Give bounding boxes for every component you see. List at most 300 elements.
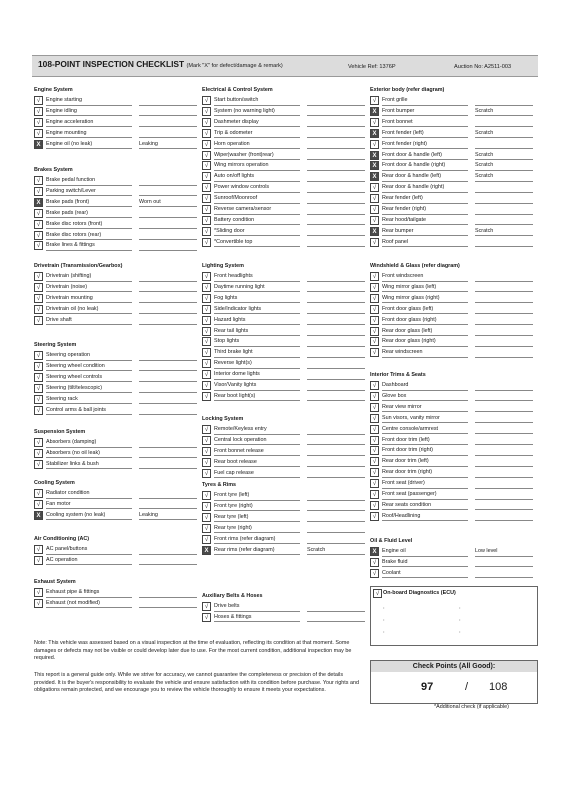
check-box[interactable]: √	[202, 316, 211, 325]
item-label: Exhaust pipe & fittings	[46, 589, 132, 598]
item-label: Hazard lights	[214, 317, 300, 326]
item-label: Visor/Vanity lights	[214, 382, 300, 391]
item-label: Cooling system (no leak)	[46, 512, 132, 521]
checklist-row	[202, 283, 370, 294]
checklist-row	[202, 272, 370, 283]
check-box[interactable]: X	[370, 227, 379, 236]
item-label: Rear rims (refer diagram)	[214, 547, 300, 556]
check-box[interactable]: √	[370, 238, 379, 247]
item-remark	[475, 328, 533, 337]
item-remark: Scratch	[475, 130, 533, 139]
item-label: Dashmeter display	[214, 119, 300, 128]
check-box[interactable]: √	[202, 513, 211, 522]
item-remark	[475, 559, 533, 568]
item-label: Brake lines & fittings	[46, 242, 132, 251]
checklist-row	[202, 602, 370, 613]
check-box[interactable]: √	[34, 588, 43, 597]
checklist-row	[370, 183, 538, 194]
item-remark	[475, 184, 533, 193]
item-label: Brake fluid	[382, 559, 468, 568]
item-remark	[475, 317, 533, 326]
checklist-row	[34, 545, 202, 556]
check-box[interactable]: √	[34, 500, 43, 509]
checklist-row	[370, 151, 538, 162]
check-box[interactable]: √	[34, 209, 43, 218]
check-box[interactable]: √	[370, 316, 379, 325]
check-box[interactable]: √	[34, 231, 43, 240]
check-box[interactable]: √	[202, 140, 211, 149]
check-box[interactable]: √	[202, 129, 211, 138]
item-remark: Scratch	[307, 547, 365, 556]
check-box[interactable]: √	[202, 436, 211, 445]
checklist-row	[202, 183, 370, 194]
item-remark	[475, 570, 533, 579]
check-box[interactable]: √	[202, 491, 211, 500]
item-remark	[139, 232, 197, 241]
checklist-row	[202, 491, 370, 502]
item-remark	[475, 491, 533, 500]
check-box[interactable]: √	[202, 216, 211, 225]
checklist-row	[370, 107, 538, 118]
checklist-row	[370, 501, 538, 512]
item-label: Drivetrain (noise)	[46, 284, 132, 293]
checklist-row	[202, 381, 370, 392]
item-remark	[307, 514, 365, 523]
check-box[interactable]: √	[202, 348, 211, 357]
check-box[interactable]: √	[370, 558, 379, 567]
section-title: Locking System	[202, 416, 244, 422]
item-remark	[139, 352, 197, 361]
check-box[interactable]: √	[370, 569, 379, 578]
item-label: Engine oil (no leak)	[46, 141, 132, 150]
item-label: Brake disc rotors (rear)	[46, 232, 132, 241]
header-bar	[32, 55, 538, 77]
check-box[interactable]: √	[34, 545, 43, 554]
item-label: Stabilizer links & bush	[46, 461, 132, 470]
item-label: Side/Indicator lights	[214, 306, 300, 315]
item-label: Steering wheel condition	[46, 363, 132, 372]
checklist-row	[370, 436, 538, 447]
check-box[interactable]: √	[202, 272, 211, 281]
check-box[interactable]: √	[202, 469, 211, 478]
check-box[interactable]: X	[370, 161, 379, 170]
item-remark	[307, 141, 365, 150]
section-title: Oil & Fluid Level	[370, 538, 413, 544]
check-box[interactable]: √	[202, 381, 211, 390]
item-label: AC panel/buttons	[46, 546, 132, 555]
item-remark	[139, 600, 197, 609]
item-label: Start button/switch	[214, 97, 300, 106]
check-box[interactable]: √	[370, 512, 379, 521]
item-remark	[307, 459, 365, 468]
check-box[interactable]: √	[370, 194, 379, 203]
check-box[interactable]: √	[34, 96, 43, 105]
check-box[interactable]: √	[370, 457, 379, 466]
item-label: Rear door trim (left)	[382, 458, 468, 467]
item-remark	[139, 374, 197, 383]
check-box[interactable]: √	[34, 176, 43, 185]
item-label: Fan motor	[46, 501, 132, 510]
checklist-row	[370, 316, 538, 327]
check-box[interactable]: X	[34, 198, 43, 207]
checklist-row	[202, 294, 370, 305]
item-remark	[307, 306, 365, 315]
check-box[interactable]: X	[370, 129, 379, 138]
check-box[interactable]: X	[370, 172, 379, 181]
check-box[interactable]: √	[370, 348, 379, 357]
check-box[interactable]: √	[34, 129, 43, 138]
check-box[interactable]: √	[202, 294, 211, 303]
check-box[interactable]: √	[34, 362, 43, 371]
checklist-row	[202, 107, 370, 118]
check-box[interactable]: √	[34, 373, 43, 382]
ecu-dot: •	[459, 629, 461, 634]
check-box[interactable]: X	[34, 511, 43, 520]
checklist-row	[202, 370, 370, 381]
check-box[interactable]: √	[34, 599, 43, 608]
check-box[interactable]: X	[34, 140, 43, 149]
item-label: Steering operation	[46, 352, 132, 361]
checklist-row	[34, 283, 202, 294]
checklist-row	[202, 513, 370, 524]
check-box[interactable]: √	[370, 381, 379, 390]
checklist-row	[34, 176, 202, 187]
checklist-row	[202, 216, 370, 227]
checklist-row	[202, 316, 370, 327]
item-remark	[307, 603, 365, 612]
check-box[interactable]: √	[202, 161, 211, 170]
checklist-row	[202, 447, 370, 458]
check-box[interactable]: √	[202, 172, 211, 181]
checklist-row	[370, 140, 538, 151]
check-box[interactable]: √	[202, 613, 211, 622]
check-box[interactable]: √	[202, 337, 211, 346]
check-box[interactable]: √	[202, 283, 211, 292]
item-remark	[307, 195, 365, 204]
checklist-row	[370, 403, 538, 414]
checklist-row	[34, 198, 202, 209]
item-remark	[307, 152, 365, 161]
check-box[interactable]: √	[370, 140, 379, 149]
checklist-row	[370, 468, 538, 479]
item-label: Rear door glass (right)	[382, 338, 468, 347]
check-points-good: 97	[421, 681, 434, 693]
item-label: Steering wheel controls	[46, 374, 132, 383]
check-box[interactable]: X	[370, 151, 379, 160]
section-title: Electrical & Control System	[202, 87, 273, 93]
check-box[interactable]: √	[202, 194, 211, 203]
item-label: Rear tail lights	[214, 328, 300, 337]
checklist-row	[34, 316, 202, 327]
check-box[interactable]: X	[370, 107, 379, 116]
item-remark	[307, 162, 365, 171]
ecu-checkbox[interactable]: √	[373, 589, 382, 598]
item-label: *Sliding door	[214, 228, 300, 237]
checklist-row	[202, 194, 370, 205]
check-box[interactable]: √	[370, 96, 379, 105]
item-remark	[475, 338, 533, 347]
item-label: Rear windscreen	[382, 349, 468, 358]
item-remark	[307, 426, 365, 435]
check-box[interactable]: √	[370, 183, 379, 192]
check-box[interactable]: √	[370, 490, 379, 499]
checklist-row	[202, 337, 370, 348]
item-remark	[475, 284, 533, 293]
check-box[interactable]: √	[34, 305, 43, 314]
checklist-row	[202, 546, 370, 557]
item-remark	[475, 217, 533, 226]
item-remark	[139, 407, 197, 416]
check-box[interactable]: √	[202, 96, 211, 105]
checklist-row	[370, 205, 538, 216]
item-remark	[475, 273, 533, 282]
item-label: Wing mirror glass (left)	[382, 284, 468, 293]
item-remark	[475, 469, 533, 478]
item-remark	[139, 439, 197, 448]
ecu-dot: •	[383, 617, 385, 622]
item-remark: Worn out	[139, 199, 197, 208]
checklist-row	[202, 227, 370, 238]
check-box[interactable]: √	[370, 205, 379, 214]
check-box[interactable]: √	[370, 337, 379, 346]
check-box[interactable]: √	[202, 602, 211, 611]
checklist-row	[370, 172, 538, 183]
check-box[interactable]: √	[34, 384, 43, 393]
check-box[interactable]: √	[34, 241, 43, 250]
checklist-row	[202, 469, 370, 480]
check-box[interactable]: √	[34, 406, 43, 415]
checklist-row	[202, 535, 370, 546]
item-label: Power window controls	[214, 184, 300, 193]
checklist-row	[34, 272, 202, 283]
checklist-row	[34, 220, 202, 231]
item-label: Third brake light	[214, 349, 300, 358]
check-box[interactable]: √	[202, 305, 211, 314]
check-box[interactable]: √	[202, 183, 211, 192]
ecu-title: On-board Diagnostics (ECU)	[383, 590, 456, 596]
check-box[interactable]: √	[370, 479, 379, 488]
check-box[interactable]: √	[202, 151, 211, 160]
item-label: Battery condition	[214, 217, 300, 226]
item-label: Rear boot release	[214, 459, 300, 468]
item-label: Front headlights	[214, 273, 300, 282]
check-box[interactable]: √	[34, 351, 43, 360]
item-remark	[475, 239, 533, 248]
check-box[interactable]: √	[34, 107, 43, 116]
item-remark	[139, 242, 197, 251]
checklist-row	[34, 500, 202, 511]
checklist-row	[370, 227, 538, 238]
checklist-row	[370, 446, 538, 457]
item-label: Front bonnet release	[214, 448, 300, 457]
checklist-row	[370, 558, 538, 569]
ecu-dot: •	[383, 605, 385, 610]
check-box[interactable]: √	[202, 205, 211, 214]
item-remark	[307, 503, 365, 512]
section-title: Air Conditioning (AC)	[34, 536, 90, 542]
check-box[interactable]: √	[202, 370, 211, 379]
checklist-row	[370, 425, 538, 436]
checklist-row	[202, 238, 370, 249]
check-box[interactable]: √	[202, 524, 211, 533]
item-remark: Scratch	[475, 152, 533, 161]
item-label: Front door glass (left)	[382, 306, 468, 315]
item-label: Front bonnet	[382, 119, 468, 128]
check-box[interactable]: √	[370, 392, 379, 401]
item-label: Brake pedal function	[46, 177, 132, 186]
check-points-box	[370, 660, 538, 704]
item-label: Wiper|washer (front|rear)	[214, 152, 300, 161]
item-remark	[307, 228, 365, 237]
check-box[interactable]: √	[202, 502, 211, 511]
checklist-row	[34, 209, 202, 220]
checklist-row	[370, 414, 538, 425]
item-remark	[139, 461, 197, 470]
check-box[interactable]: √	[34, 272, 43, 281]
check-box[interactable]: √	[370, 436, 379, 445]
item-label: *Convertible top	[214, 239, 300, 248]
item-remark	[139, 385, 197, 394]
check-points-total: 108	[489, 681, 508, 693]
checklist-row	[34, 373, 202, 384]
section-title: Exhaust System	[34, 579, 76, 585]
item-remark	[139, 108, 197, 117]
item-remark	[307, 273, 365, 282]
item-remark	[475, 447, 533, 456]
item-label: Glove box	[382, 393, 468, 402]
section-title: Steering System	[34, 342, 77, 348]
checklist-row	[34, 241, 202, 252]
check-box[interactable]: √	[202, 107, 211, 116]
item-remark	[307, 284, 365, 293]
item-remark	[307, 239, 365, 248]
item-label: Front seat (driver)	[382, 480, 468, 489]
item-label: Drive belts	[214, 603, 300, 612]
checklist-row	[34, 351, 202, 362]
item-remark	[307, 130, 365, 139]
item-remark	[307, 119, 365, 128]
section-title: Lighting System	[202, 263, 244, 269]
item-remark	[139, 97, 197, 106]
check-box[interactable]: √	[202, 238, 211, 247]
check-box[interactable]: √	[34, 556, 43, 565]
item-remark	[307, 393, 365, 402]
check-box[interactable]: √	[370, 501, 379, 510]
check-box[interactable]: √	[34, 438, 43, 447]
item-remark	[307, 492, 365, 501]
check-box[interactable]: √	[370, 468, 379, 477]
item-label: Front fender (right)	[382, 141, 468, 150]
section-title: Suspension System	[34, 429, 86, 435]
item-remark	[475, 404, 533, 413]
checklist-row	[370, 479, 538, 490]
checklist-row	[370, 392, 538, 403]
item-label: Wing mirrors operation	[214, 162, 300, 171]
checklist-row	[370, 161, 538, 172]
checklist-row	[202, 613, 370, 624]
check-box[interactable]: √	[370, 118, 379, 127]
item-remark: Leaking	[139, 512, 197, 521]
item-label: Engine idling	[46, 108, 132, 117]
item-label: Hoses & fittings	[214, 614, 300, 623]
check-box[interactable]: √	[34, 489, 43, 498]
check-box[interactable]: √	[34, 460, 43, 469]
checklist-row	[34, 460, 202, 471]
check-box[interactable]: √	[370, 216, 379, 225]
check-box[interactable]: √	[370, 272, 379, 281]
item-label: Control arms & ball joints	[46, 407, 132, 416]
item-remark	[307, 317, 365, 326]
check-points-heading: Check Points (All Good):	[371, 661, 537, 672]
check-box[interactable]: √	[34, 294, 43, 303]
item-remark	[139, 546, 197, 555]
check-box[interactable]: √	[370, 327, 379, 336]
checklist-row	[370, 238, 538, 249]
checklist-row	[370, 348, 538, 359]
checklist-row	[202, 392, 370, 403]
check-box[interactable]: X	[370, 547, 379, 556]
checklist-row	[202, 458, 370, 469]
item-label: Front tyre (left)	[214, 492, 300, 501]
check-box[interactable]: √	[202, 392, 211, 401]
check-box[interactable]: √	[34, 395, 43, 404]
check-box[interactable]: √	[34, 283, 43, 292]
checklist-row	[34, 406, 202, 417]
item-remark	[307, 371, 365, 380]
check-box[interactable]: √	[202, 227, 211, 236]
item-remark: Leaking	[139, 141, 197, 150]
check-box[interactable]: √	[202, 359, 211, 368]
check-box[interactable]: √	[34, 316, 43, 325]
check-box[interactable]: √	[34, 220, 43, 229]
item-label: Engine oil	[382, 548, 468, 557]
checklist-row	[202, 172, 370, 183]
item-label: Central lock operation	[214, 437, 300, 446]
check-box[interactable]: √	[370, 283, 379, 292]
checklist-row	[202, 327, 370, 338]
check-box[interactable]: √	[202, 327, 211, 336]
check-box[interactable]: √	[202, 447, 211, 456]
item-remark	[307, 173, 365, 182]
item-label: Parking switch/Lever	[46, 188, 132, 197]
item-remark	[139, 589, 197, 598]
item-label: Fuel cap release	[214, 470, 300, 479]
ecu-dot: •	[459, 605, 461, 610]
checklist-title	[38, 59, 283, 69]
checklist-row	[370, 96, 538, 107]
item-label: Front door & handle (left)	[382, 152, 468, 161]
check-box[interactable]: √	[202, 425, 211, 434]
checklist-row	[34, 294, 202, 305]
check-box[interactable]: √	[202, 535, 211, 544]
check-box[interactable]: √	[370, 414, 379, 423]
check-box[interactable]: √	[202, 118, 211, 127]
check-box[interactable]: √	[34, 118, 43, 127]
item-label: Front door trim (right)	[382, 447, 468, 456]
check-box[interactable]: √	[370, 294, 379, 303]
check-box[interactable]: √	[370, 425, 379, 434]
check-box[interactable]: √	[202, 458, 211, 467]
checklist-row	[202, 161, 370, 172]
check-box[interactable]: √	[370, 403, 379, 412]
additional-check-note: *Additional check (if applicable)	[434, 704, 509, 710]
check-box[interactable]: √	[34, 449, 43, 458]
check-box[interactable]: √	[34, 187, 43, 196]
item-label: Roof panel	[382, 239, 468, 248]
check-box[interactable]: √	[370, 446, 379, 455]
check-box[interactable]: √	[370, 305, 379, 314]
check-box[interactable]: X	[202, 546, 211, 555]
